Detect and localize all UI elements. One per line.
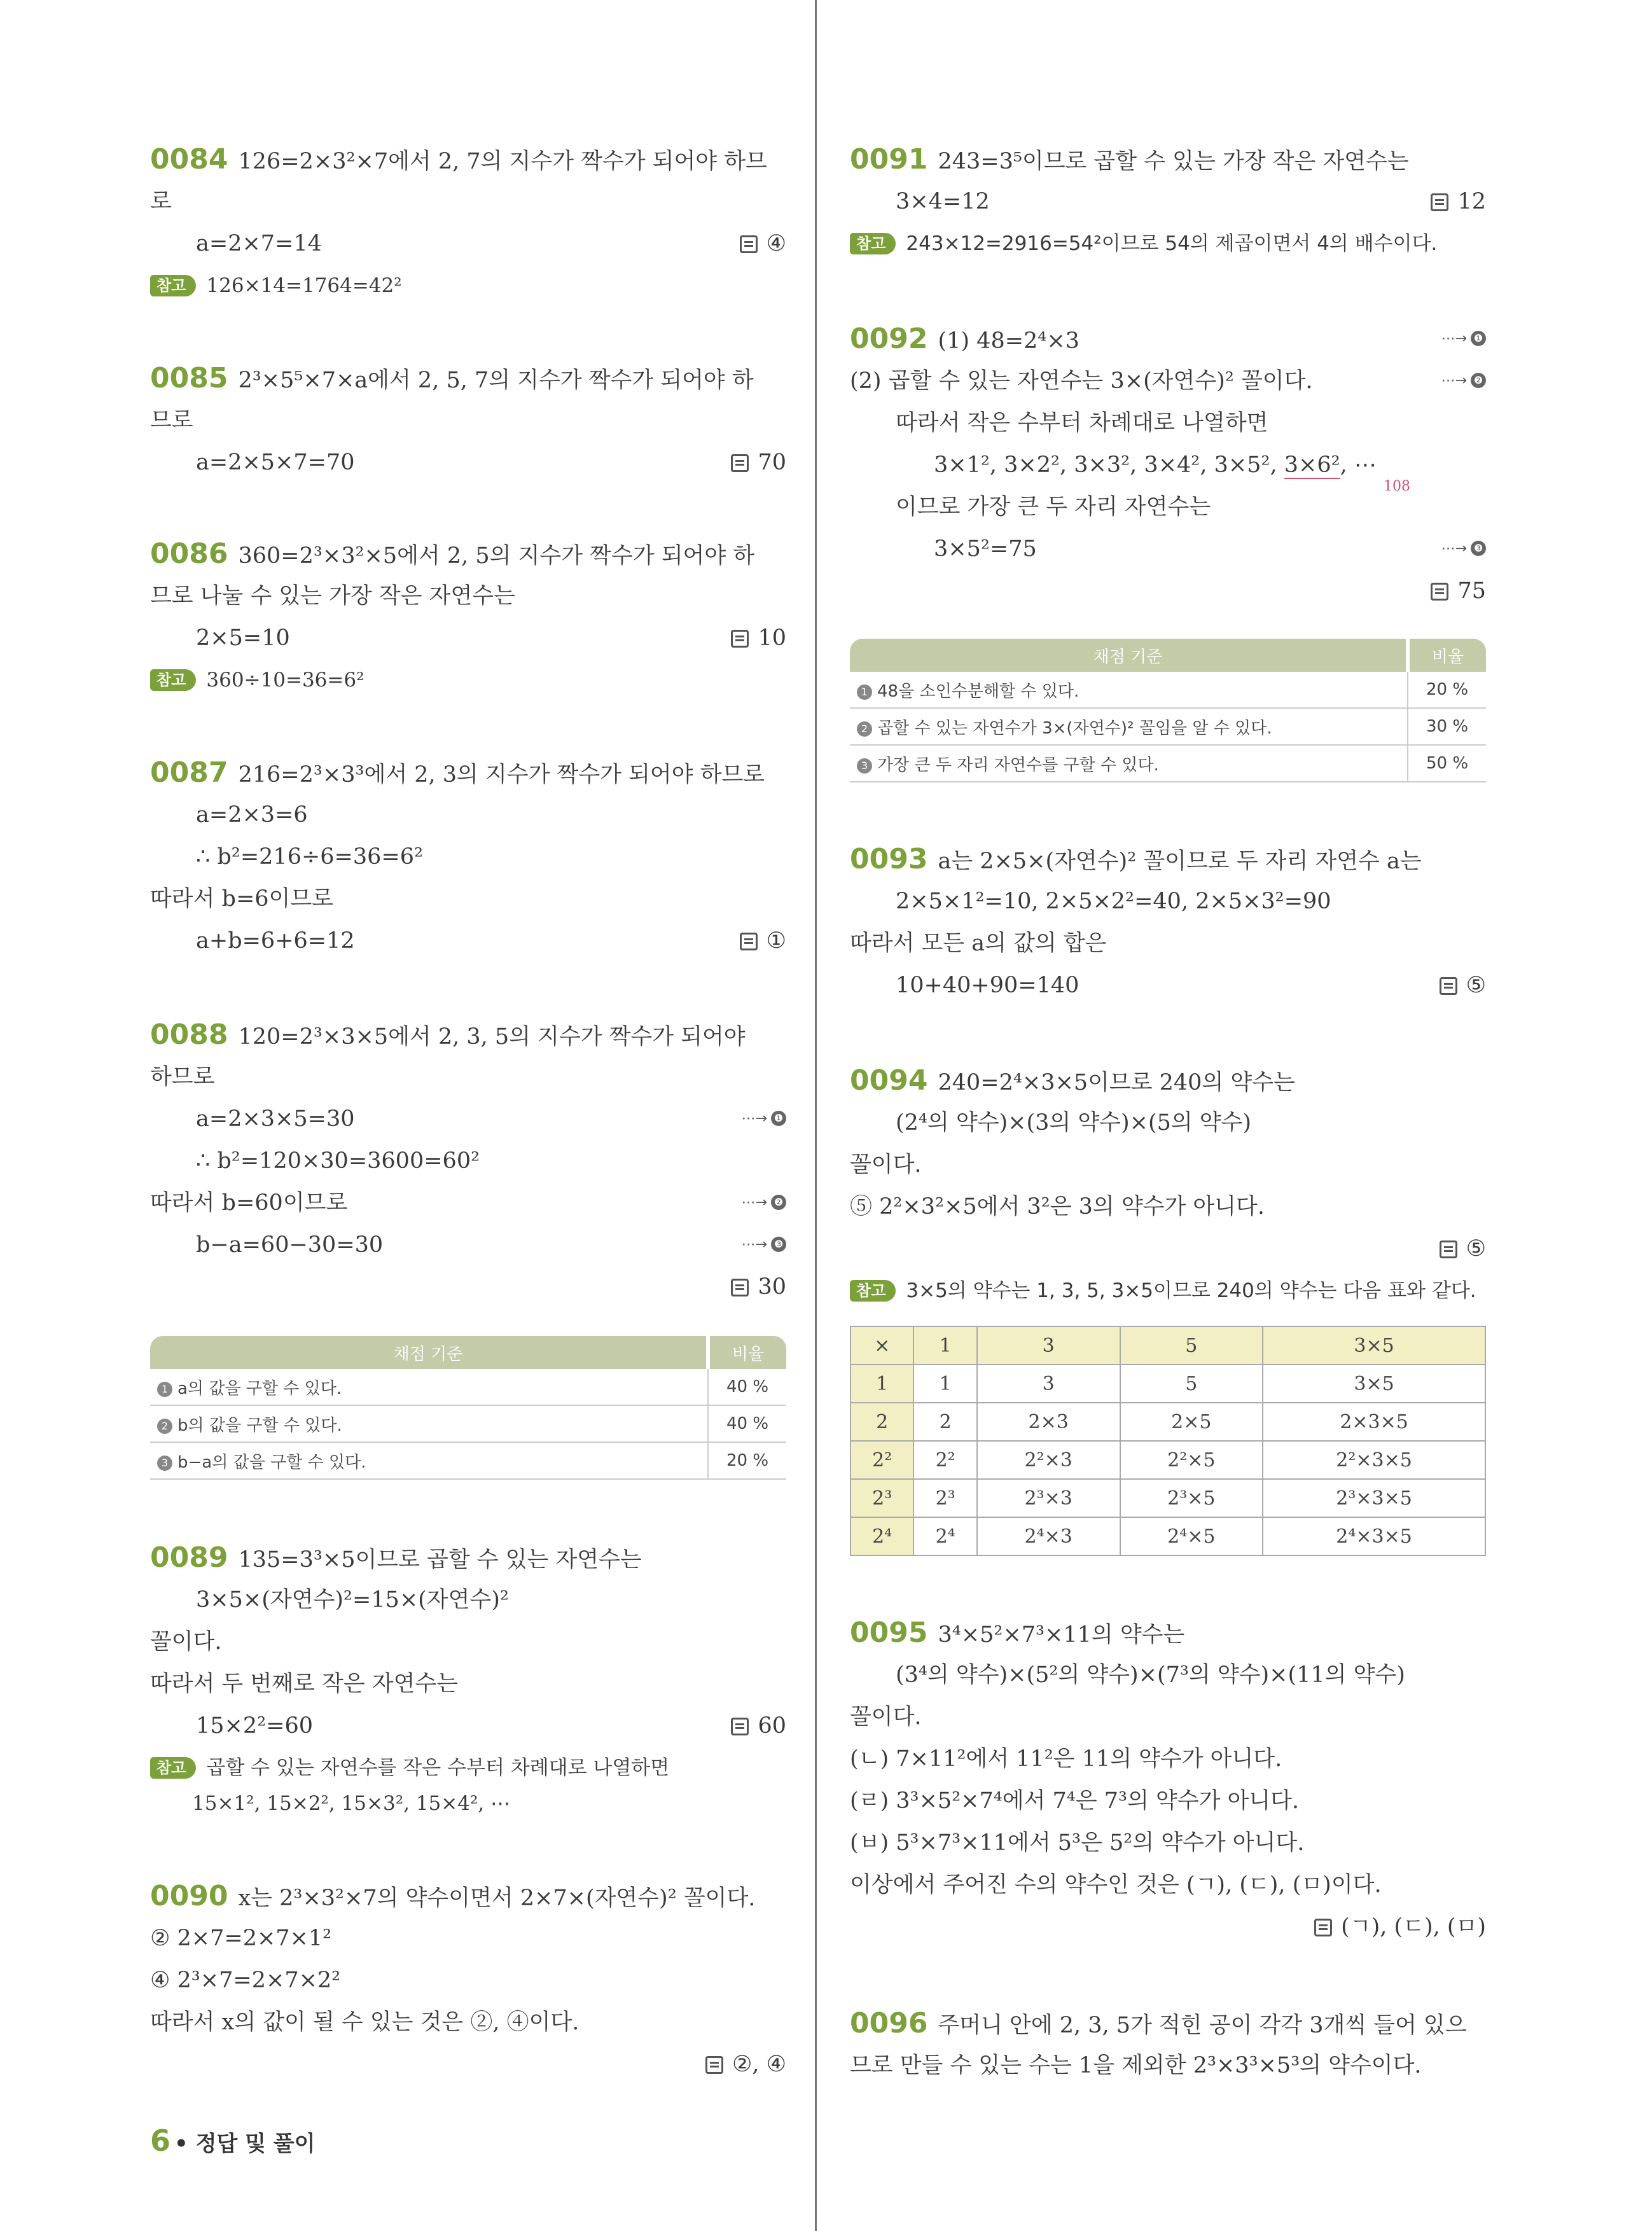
- answer-value: ②, ④: [732, 2052, 786, 2077]
- answer: [731, 447, 786, 478]
- answer-value: ⑤: [1466, 973, 1486, 998]
- highlighted-term: 3×6²: [1284, 452, 1340, 478]
- problem-text: 므로 나눌 수 있는 가장 작은 자연수는: [150, 583, 515, 609]
- answer-icon: [1431, 583, 1448, 601]
- problem-text: 로: [150, 189, 172, 214]
- answer-value: 12: [1457, 189, 1486, 214]
- equation: 3×5²=75: [934, 536, 1037, 562]
- problem-text: 216=2³×3³에서 2, 3의 지수가 짝수가 되어야 하므로: [238, 762, 765, 788]
- table-row: 1 48을 소인수분해할 수 있다. 20 %: [850, 672, 1486, 708]
- answer: [1440, 970, 1486, 1001]
- problem-text: ④ 2³×7=2×7×2²: [150, 1968, 341, 1993]
- problem-text: 므로: [150, 408, 193, 433]
- divisor-table: [850, 1326, 1486, 1556]
- problem-text: 135=3³×5이므로 곱할 수 있는 자연수는: [238, 1547, 642, 1573]
- answer-icon: [731, 1718, 749, 1735]
- answer: [731, 622, 786, 654]
- problem-number: 0095: [850, 1616, 928, 1649]
- step-marker: ⋯→ ❶: [1441, 323, 1486, 355]
- table-row: 2 곱할 수 있는 자연수가 3×(자연수)² 꼴임을 알 수 있다. 30 %: [850, 708, 1486, 745]
- problem-text: 므로 만들 수 있는 수는 1을 제외한 2³×3³×5³의 약수이다.: [850, 2053, 1422, 2078]
- problem-text: x는 2³×3²×7의 약수이면서 2×7×(자연수)² 꼴이다.: [238, 1886, 756, 1911]
- problem-text: (ㅂ) 5³×7³×11에서 5³은 5²의 약수가 아니다.: [850, 1830, 1305, 1856]
- reference-text: 15×1², 15×2², 15×3², 15×4², ⋯: [192, 1792, 511, 1815]
- answer-icon: [1431, 193, 1448, 211]
- grading-criteria-table: [850, 639, 1486, 782]
- problem-number: 0087: [150, 756, 228, 789]
- problem-text: 240=2⁴×3×5이므로 240의 약수는: [938, 1070, 1295, 1095]
- step-marker: ⋯→ ❸: [1441, 533, 1486, 565]
- problem-text: 주머니 안에 2, 3, 5가 적힌 공이 각각 3개씩 들어 있으: [938, 2013, 1467, 2038]
- problem-text: 따라서 b=60이므로: [150, 1190, 348, 1216]
- problem-text: ⑤ 2²×3²×5에서 3²은 3의 약수가 아니다.: [850, 1194, 1265, 1220]
- equation: 3×1², 3×2², 3×3², 3×4², 3×5², 3×6², ⋯: [934, 452, 1377, 478]
- equation: ∴ b²=216÷6=36=6²: [196, 844, 424, 870]
- reference-text: 243×12=2916=54²이므로 54의 제곱이면서 4의 배수이다.: [906, 232, 1438, 255]
- answer-icon: [731, 454, 749, 472]
- equation: 2×5=10: [196, 625, 290, 651]
- problem-text: 따라서 두 번째로 작은 자연수는: [150, 1671, 459, 1697]
- answer: [705, 2048, 786, 2080]
- problem-number: 0090: [150, 1880, 228, 1912]
- reference-text: 126×14=1764=42²: [206, 274, 402, 297]
- problem-text: 꼴이다.: [850, 1704, 922, 1730]
- answer: [1431, 186, 1486, 218]
- answer-value: 75: [1457, 578, 1486, 604]
- problem-text: 따라서 모든 a의 값의 합은: [850, 931, 1107, 956]
- page-footer: [150, 2123, 315, 2158]
- answer-icon: [731, 630, 749, 648]
- reference-text: 360÷10=36=6²: [206, 669, 364, 692]
- column-divider: [815, 0, 817, 2231]
- problem-number: 0086: [150, 538, 228, 570]
- problem-number: 0093: [850, 843, 928, 875]
- problem-text: (1) 48=2⁴×3: [938, 328, 1079, 354]
- problem-text: 243=3⁵이므로 곱할 수 있는 가장 작은 자연수는: [938, 149, 1409, 174]
- answer-value: ①: [766, 928, 786, 954]
- equation: 3×5×(자연수)²=15×(자연수)²: [196, 1587, 509, 1613]
- equation: 3×4=12: [896, 189, 990, 214]
- problem-number: 0092: [850, 323, 928, 355]
- answer-icon: [1314, 1919, 1332, 1936]
- answer: [731, 1710, 786, 1742]
- problem-text: 126=2×3²×7에서 2, 7의 지수가 짝수가 되어야 하므: [238, 149, 767, 174]
- grading-criteria-table: [150, 1336, 786, 1480]
- answer-value: (ㄱ), (ㄷ), (ㅁ): [1341, 1914, 1486, 1940]
- answer-value: 60: [758, 1713, 786, 1739]
- reference-badge: 참고: [850, 233, 896, 254]
- step-marker: ⋯→ ❷: [742, 1187, 786, 1219]
- step-marker: ⋯→ ❸: [742, 1229, 786, 1261]
- answer: [1431, 575, 1486, 607]
- problem-text: 꼴이다.: [850, 1152, 922, 1178]
- problem-number: 0091: [850, 143, 928, 176]
- answer-icon: [1440, 977, 1457, 995]
- problem-text: 2³×5⁵×7×a에서 2, 5, 7의 지수가 짝수가 되어야 하: [238, 368, 754, 393]
- equation: a=2×3×5=30: [196, 1106, 355, 1132]
- answer-icon: [705, 2056, 723, 2074]
- table-row: 1 a의 값을 구할 수 있다. 40 %: [150, 1369, 786, 1405]
- answer-value: ④: [766, 231, 786, 256]
- table-header: 비율: [708, 1336, 786, 1369]
- answer: [740, 228, 786, 260]
- problem-text: 120=2³×3×5에서 2, 3, 5의 지수가 짝수가 되어야: [238, 1024, 746, 1050]
- equation: 10+40+90=140: [896, 973, 1079, 998]
- equation: ∴ b²=120×30=3600=60²: [196, 1148, 480, 1174]
- answer: [1440, 1233, 1486, 1265]
- table-row: 2 2 2×3 2×5 2×3×5: [850, 1403, 1485, 1441]
- table-row: 3 가장 큰 두 자리 자연수를 구할 수 있다. 50 %: [850, 745, 1486, 782]
- table-row: 1 1 3 5 3×5: [850, 1365, 1485, 1403]
- reference-badge: 참고: [150, 669, 196, 691]
- equation: (3⁴의 약수)×(5²의 약수)×(7³의 약수)×(11의 약수): [896, 1662, 1405, 1688]
- problem-text: 이상에서 주어진 수의 약수인 것은 (ㄱ), (ㄷ), (ㅁ)이다.: [850, 1872, 1382, 1898]
- reference-badge: 참고: [150, 275, 196, 296]
- equation: a=2×3=6: [196, 802, 308, 828]
- step-marker: ⋯→ ❶: [742, 1103, 786, 1135]
- problem-number: 0094: [850, 1064, 928, 1097]
- equation: a=2×5×7=70: [196, 450, 355, 475]
- problem-text: 이므로 가장 큰 두 자리 자연수는: [896, 494, 1211, 520]
- table-row: 2² 2² 2²×3 2²×5 2²×3×5: [850, 1441, 1485, 1479]
- equation: a+b=6+6=12: [196, 928, 355, 954]
- answer-icon: [740, 933, 758, 950]
- table-header: 비율: [1408, 639, 1486, 672]
- reference-text: 3×5의 약수는 1, 3, 5, 3×5이므로 240의 약수는 다음 표와 같다.: [906, 1279, 1476, 1302]
- problem-text: ② 2×7=2×7×1²: [150, 1926, 332, 1951]
- equation: (2⁴의 약수)×(3의 약수)×(5의 약수): [896, 1110, 1252, 1136]
- answer-value: 70: [758, 450, 786, 475]
- problem-text: 따라서 작은 수부터 차례대로 나열하면: [896, 410, 1268, 436]
- answer-value: 30: [758, 1274, 786, 1300]
- problem-number: 0096: [850, 2007, 928, 2040]
- step-marker: ⋯→ ❷: [1441, 365, 1486, 397]
- answer-icon: [1440, 1241, 1457, 1258]
- table-row: 3 b−a의 값을 구할 수 있다. 20 %: [150, 1442, 786, 1479]
- problem-number: 0089: [150, 1541, 228, 1574]
- problem-text: (ㄹ) 3³×5²×7⁴에서 7⁴은 7³의 약수가 아니다.: [850, 1788, 1300, 1814]
- reference-badge: 참고: [850, 1280, 896, 1302]
- answer: [740, 925, 786, 957]
- problem-text: 따라서 x의 값이 될 수 있는 것은 ②, ④이다.: [150, 2010, 580, 2035]
- problem-text: 3⁴×5²×7³×11의 약수는: [938, 1622, 1185, 1648]
- problem-text: (ㄴ) 7×11²에서 11²은 11의 약수가 아니다.: [850, 1746, 1282, 1772]
- equation: b−a=60−30=30: [196, 1232, 384, 1258]
- problem-text: 따라서 b=6이므로: [150, 886, 333, 912]
- table-row: 2⁴ 2⁴ 2⁴×3 2⁴×5 2⁴×3×5: [850, 1517, 1485, 1555]
- problem-text: 꼴이다.: [150, 1629, 222, 1655]
- answer-value: 10: [758, 625, 786, 651]
- table-row: 2³ 2³ 2³×3 2³×5 2³×3×5: [850, 1479, 1485, 1517]
- answer-icon: [731, 1279, 749, 1296]
- reference-text: 곱할 수 있는 자연수를 작은 수부터 차례대로 나열하면: [206, 1756, 670, 1779]
- table-row: 2 b의 값을 구할 수 있다. 40 %: [150, 1405, 786, 1442]
- problem-number: 0085: [150, 362, 228, 394]
- answer: [731, 1271, 786, 1303]
- problem-text: 하므로: [150, 1064, 215, 1090]
- reference-badge: 참고: [150, 1757, 196, 1779]
- equation: 2×5×1²=10, 2×5×2²=40, 2×5×3²=90: [896, 889, 1331, 914]
- problem-number: 0084: [150, 143, 228, 176]
- page-number: 6: [150, 2123, 171, 2158]
- table-header: 채점 기준: [850, 639, 1408, 672]
- table-header-row: × 1 3 5 3×5: [850, 1326, 1485, 1365]
- problem-text: (2) 곱할 수 있는 자연수는 3×(자연수)² 꼴이다.: [850, 368, 1313, 394]
- answer-icon: [740, 235, 758, 253]
- problem-text: a는 2×5×(자연수)² 꼴이므로 두 자리 자연수 a는: [938, 849, 1422, 874]
- problem-number: 0088: [150, 1018, 228, 1051]
- answer-value: ⑤: [1466, 1236, 1486, 1261]
- annotation-108: 108: [1384, 478, 1410, 494]
- problem-text: 360=2³×3²×5에서 2, 5의 지수가 짝수가 되어야 하: [238, 543, 755, 569]
- equation: 15×2²=60: [196, 1713, 314, 1739]
- equation: a=2×7=14: [196, 231, 322, 256]
- section-label: • 정답 및 풀이: [174, 2131, 316, 2157]
- table-header: 채점 기준: [150, 1336, 708, 1369]
- answer: [1314, 1911, 1486, 1943]
